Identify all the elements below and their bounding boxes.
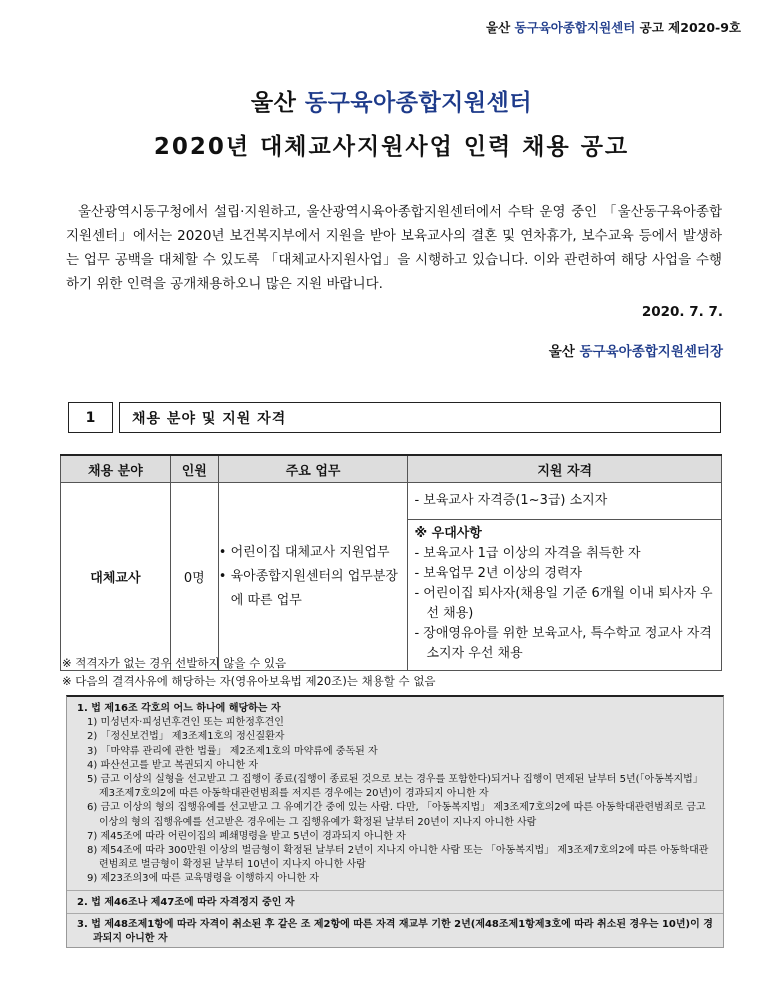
disqualification-heading-1: 1. 법 제16조 각호의 어느 하나에 해당하는 자 [77,703,281,714]
section-number: 1 [68,402,113,433]
disqualification-item: 1) 미성년자·피성년후견인 또는 피한정후견인 [87,717,284,729]
title-org: 동구육아종합지원센터 [304,90,533,116]
notice-number [486,18,741,36]
header-field: 채용 분야 [61,455,171,483]
signer [549,340,723,360]
header-count: 인원 [170,455,218,483]
preferences [408,520,721,670]
table-row [61,483,722,671]
preference-item: - 보육업무 2년 이상의 경력자 [414,566,583,581]
duty-item: • 육아종합지원센터의 업무분장에 따른 업무 [218,568,398,608]
notice-suffix: 공고 제2020-9호 [639,20,741,35]
box-divider [67,913,723,914]
cell-count: 0명 [170,483,218,671]
disqualification-heading-3: 3. 법 제48조제1항에 따라 자격이 취소된 후 같은 조 제2항에 따른 자격 재교부 기한 2년(제48조제1항제3호에 따라 취소된 경우는 10년)이 경과되지 아니한 자 [77,918,713,945]
table-header-row [61,455,722,483]
box-divider [67,890,723,891]
disqualification-item: 6) 금고 이상의 형의 집행유예를 선고받고 그 유예기간 중에 있는 사람. 다만, 「아동복지법」 제3조제7호의2에 따른 아동학대관련범죄로 금고 이상의 형의 집행유예를 선고받은 경우에는 그 집행유예가 확정된 날부터 20년이 지나지 아니한 사람 [87,802,706,828]
note-item: ※ 적격자가 없는 경우 선발하지 않을 수 있음 [62,656,287,670]
notice-org: 동구육아종합지원센터 [514,20,636,35]
section-title: 채용 분야 및 지원 자격 [119,402,721,433]
intro-paragraph: 울산광역시동구청에서 설립·지원하고, 울산광역시육아종합지원센터에서 수탁 운영 중인 「울산동구육아종합지원센터」에서는 2020년 보건복지부에서 지원을 받아 보육교사의 결혼 및 연차휴가, 보수교육 등에서 발생하는 업무 공백을 대체할 수 있도록 「대체교사지원사업」을 시행하고 있습니다. 이와 관련하여 해당 사업을 수행하기 위한 인력을 공개채용하오니 많은 지원 바랍니다. [66,204,722,292]
recruitment-table [60,454,722,671]
disqualification-box [66,695,724,948]
disqualification-heading-2: 2. 법 제46조나 제47조에 따라 자격정지 중인 자 [77,896,295,908]
preferences-title: ※ 우대사항 [414,526,482,541]
signer-prefix: 울산 [548,344,575,360]
note-item: ※ 다음의 결격사유에 해당하는 자(영유아보육법 제20조)는 채용할 수 없음 [62,674,436,688]
disqualification-item: 3) 「마약류 관리에 관한 법률」 제2조제1호의 마약류에 중독된 자 [87,745,378,757]
page-title-line1 [0,84,783,117]
header-qualifications: 지원 자격 [408,455,722,483]
preference-item: - 어린이집 퇴사자(채용일 기준 6개월 이내 퇴사자 우선 채용) [414,586,713,621]
preference-item: - 보육교사 1급 이상의 자격을 취득한 자 [414,546,641,561]
disqualification-item: 8) 제54조에 따라 300만원 이상의 벌금형이 확정된 날부터 2년이 지나지 아니한 사람 또는 「아동복지법」 제3조제7호의2에 따른 아동학대관련범죄로 벌금형이 확정된 날부터 10년이 지나지 아니한 사람 [87,845,709,871]
notice-prefix: 울산 [486,20,511,35]
cell-qualifications [408,483,722,671]
title-prefix: 울산 [250,90,297,116]
disqualification-item: 5) 금고 이상의 실형을 선고받고 그 집행이 종료(집행이 종료된 것으로 보는 경우를 포함한다)되거나 집행이 면제된 날부터 5년(「아동복지법」 제3조제7호의2에 따른 아동학대관련범죄를 저지른 경우에는 20년)이 경과되지 아니한 자 [87,774,703,800]
notice-date: 2020. 7. 7. [641,304,723,320]
disqualification-item: 4) 파산선고를 받고 복권되지 아니한 자 [87,759,259,771]
disqualification-item: 7) 제45조에 따라 어린이집의 폐쇄명령을 받고 5년이 경과되지 아니한 자 [87,830,406,842]
cell-duties [218,483,408,671]
disqualification-item: 2) 「정신보건법」 제3조제1호의 정신질환자 [87,731,285,743]
qualification-main: - 보육교사 자격증(1~3급) 소지자 [408,483,721,520]
disqualification-item: 9) 제23조의3에 따른 교육명령을 이행하지 아니한 자 [87,873,319,885]
preference-item: - 장애영유아를 위한 보육교사, 특수학교 정교사 자격소지자 우선 채용 [414,626,712,661]
duty-item: • 어린이집 대체교사 지원업무 [218,544,390,560]
cell-field: 대체교사 [61,483,171,671]
signer-org: 동구육아종합지원센터장 [579,344,723,360]
header-duties: 주요 업무 [218,455,408,483]
page-title: 2020년 대체교사지원사업 인력 채용 공고 [153,134,630,160]
notes [62,654,436,690]
